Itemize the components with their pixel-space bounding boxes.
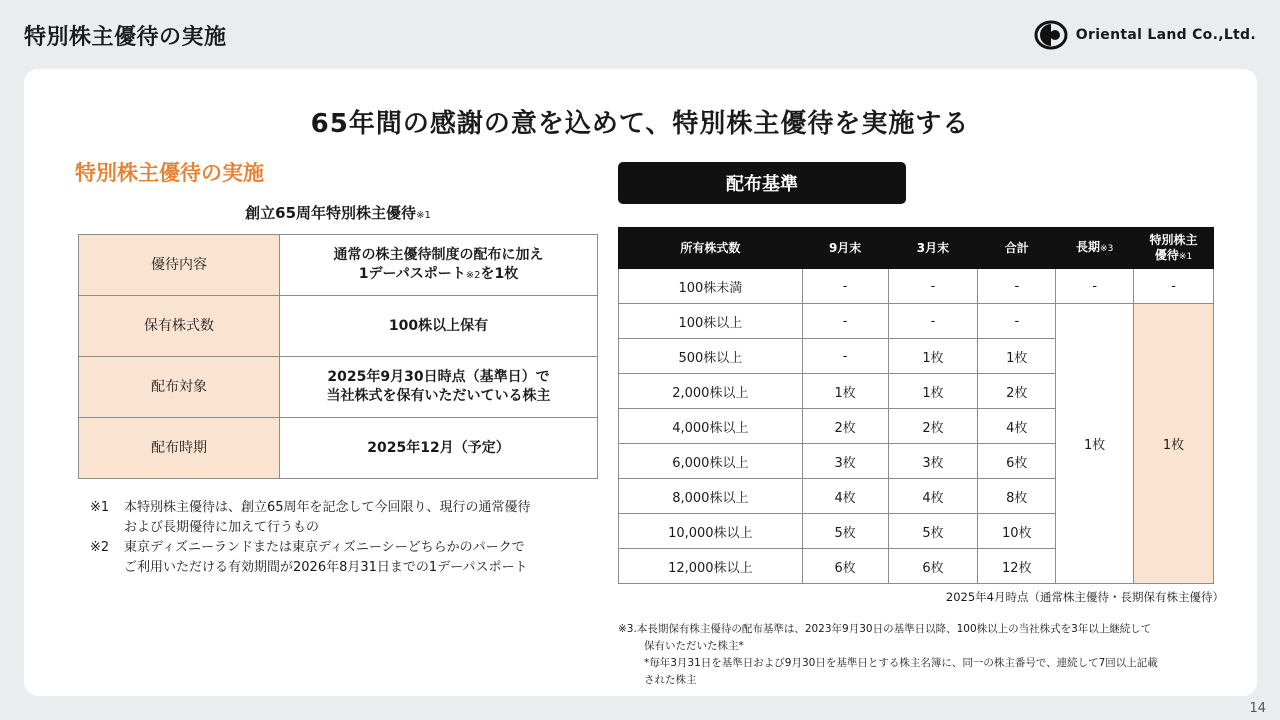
oriental-land-logo-icon — [1034, 20, 1068, 50]
table-row — [79, 296, 598, 357]
cell-special: - — [1134, 269, 1214, 304]
footnote-text — [124, 538, 528, 578]
table-row — [79, 235, 598, 296]
headline: 65年間の感謝の意を込めて、特別株主優待を実施する — [310, 109, 970, 139]
row-value: 100株以上保有 — [280, 296, 598, 357]
cell-september: 1枚 — [802, 374, 888, 409]
row-label: 配布対象 — [79, 357, 280, 418]
cell-total: 8枚 — [978, 479, 1056, 514]
cell-shares: 4,000株以上 — [619, 409, 803, 444]
cell-march: 5枚 — [888, 514, 978, 549]
cell-september: 3枚 — [802, 444, 888, 479]
page-title: 特別株主優待の実施 — [24, 25, 227, 50]
cell-total: - — [978, 304, 1056, 339]
cell-march: 1枚 — [888, 374, 978, 409]
footnote-line: ご利用いただける有効期間が2026年8月31日までの1デーパスポート — [124, 560, 528, 575]
header-note-mark: ※3 — [1100, 244, 1114, 255]
note-line: された株主 — [644, 674, 697, 686]
cell-march: 4枚 — [888, 479, 978, 514]
cell-shares: 2,000株以上 — [619, 374, 803, 409]
header-shares: 所有株式数 — [619, 228, 803, 269]
criteria-label: 配布基準 — [618, 162, 906, 204]
logo-text: Oriental Land Co.,Ltd. — [1075, 27, 1256, 43]
value-line: 通常の株主優待制度の配布に加え — [333, 247, 544, 264]
as-of-note: 2025年4月時点（通常株主優待・長期保有株主優待） — [945, 590, 1224, 604]
row-value: 2025年12月（予定） — [280, 418, 598, 479]
cell-september: 6枚 — [802, 549, 888, 584]
cell-march: 6枚 — [888, 549, 978, 584]
value-line: 当社株式を保有いただいている株主 — [326, 388, 551, 404]
cell-september: 2枚 — [802, 409, 888, 444]
header-total: 合計 — [978, 228, 1056, 269]
header-text: 特別株主 — [1149, 232, 1198, 247]
company-logo — [1034, 20, 1256, 50]
section-title: 特別株主優待の実施 — [75, 161, 264, 185]
cell-september: - — [802, 339, 888, 374]
note-line: ※3.本長期保有株主優待の配布基準は、2023年9月30日の基準日以降、100株以上の当社株式を3年以上継続して — [618, 623, 1152, 635]
value-line — [280, 265, 597, 284]
row-value — [280, 235, 598, 296]
cell-total: 4枚 — [978, 409, 1056, 444]
table-row — [619, 304, 1214, 339]
cell-long-term-merged: 1枚 — [1056, 304, 1134, 584]
footnotes — [90, 498, 610, 578]
header-text: 長期 — [1076, 240, 1101, 255]
cell-shares: 12,000株以上 — [619, 549, 803, 584]
cell-march: 1枚 — [888, 339, 978, 374]
cell-march: 2枚 — [888, 409, 978, 444]
footnote-line: 本特別株主優待は、創立65周年を記念して今回限り、現行の通常優待 — [124, 500, 531, 515]
table-row — [619, 269, 1214, 304]
cell-special-merged: 1枚 — [1134, 304, 1214, 584]
cell-march: - — [888, 269, 978, 304]
row-label: 配布時期 — [79, 418, 280, 479]
cell-total: 1枚 — [978, 339, 1056, 374]
cell-shares: 100株未満 — [619, 269, 803, 304]
distribution-criteria-table — [618, 227, 1214, 584]
value-text: 1デーパスポート — [358, 266, 466, 282]
footnote-mark: ※2 — [90, 540, 110, 555]
footnote-text — [124, 498, 531, 538]
table-row — [79, 418, 598, 479]
cell-total: 10枚 — [978, 514, 1056, 549]
table-subtitle — [78, 202, 598, 223]
row-value — [280, 357, 598, 418]
long-term-note — [618, 621, 1248, 689]
subtitle-text: 創立65周年特別株主優待 — [245, 204, 417, 222]
row-label: 優待内容 — [79, 235, 280, 296]
header-text: 優待 — [1154, 247, 1179, 262]
value-line: 2025年9月30日時点（基準日）で — [327, 369, 550, 386]
value-note-mark: ※2 — [465, 270, 481, 281]
cell-shares: 500株以上 — [619, 339, 803, 374]
table-header-row — [619, 228, 1214, 269]
cell-march: 3枚 — [888, 444, 978, 479]
cell-shares: 6,000株以上 — [619, 444, 803, 479]
benefit-detail-table — [78, 234, 598, 479]
cell-long-term: - — [1056, 269, 1134, 304]
cell-total: - — [978, 269, 1056, 304]
header-september: 9月末 — [802, 228, 888, 269]
cell-total: 6枚 — [978, 444, 1056, 479]
header-march: 3月末 — [888, 228, 978, 269]
row-label: 保有株式数 — [79, 296, 280, 357]
note-line: 保有いただいた株主* — [644, 640, 744, 652]
page-number: 14 — [1249, 701, 1266, 716]
value-text: を1枚 — [480, 266, 519, 282]
cell-march: - — [888, 304, 978, 339]
footnote-mark: ※1 — [90, 500, 110, 515]
cell-shares: 8,000株以上 — [619, 479, 803, 514]
footnote-line: および長期優待に加えて行うもの — [124, 520, 320, 535]
subtitle-note-mark: ※1 — [416, 210, 431, 221]
cell-september: 4枚 — [802, 479, 888, 514]
cell-september: - — [802, 269, 888, 304]
cell-shares: 10,000株以上 — [619, 514, 803, 549]
header-long-term — [1056, 228, 1134, 269]
footnote — [90, 538, 610, 578]
footnote-line: 東京ディズニーランドまたは東京ディズニーシーどちらかのパークで — [124, 540, 525, 555]
cell-shares: 100株以上 — [619, 304, 803, 339]
table-row — [79, 357, 598, 418]
note-line: *毎年3月31日を基準日および9月30日を基準日とする株主名簿に、同一の株主番号で、連続して7回以上記載 — [644, 657, 1158, 669]
header-special — [1134, 228, 1214, 269]
cell-total: 12枚 — [978, 549, 1056, 584]
footnote — [90, 498, 610, 538]
cell-september: 5枚 — [802, 514, 888, 549]
header-note-mark: ※1 — [1178, 251, 1193, 262]
cell-september: - — [802, 304, 888, 339]
cell-total: 2枚 — [978, 374, 1056, 409]
